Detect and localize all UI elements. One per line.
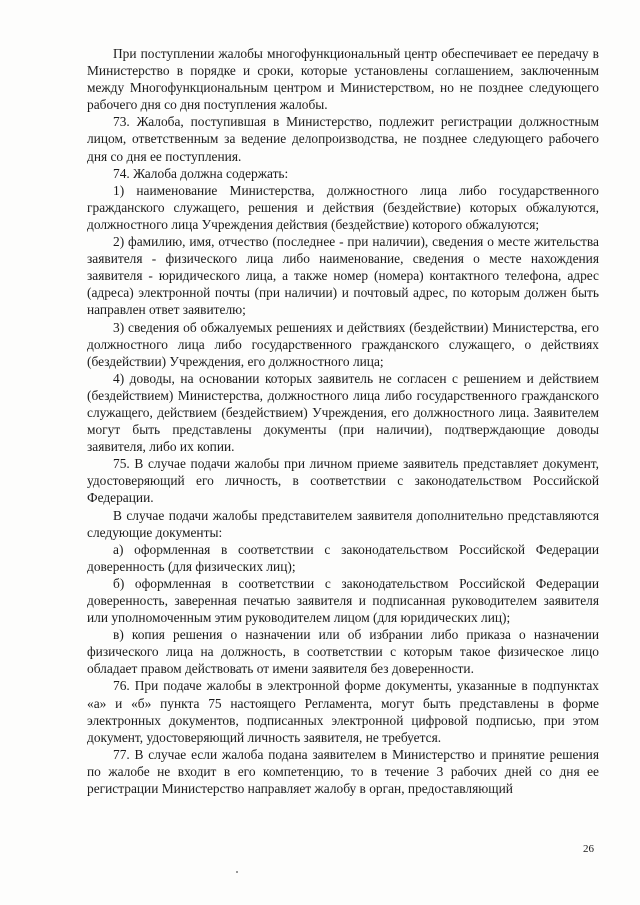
document-body (87, 45, 599, 797)
paragraph-75-item-a: а) оформленная в соответствии с законодательством Российской Федерации доверенность (для физических лиц); (87, 541, 599, 574)
paragraph-74-item-3: 3) сведения об обжалуемых решениях и действиях (бездействии) Министерства, его должностного лица либо государственного гражданского служащего, о действиях (бездействии) Учреждения, его должностного лица; (87, 319, 599, 369)
paragraph-77: 77. В случае если жалоба подана заявителем в Министерство и принятие решения по жалобе не входит в его компетенцию, то в течение 3 рабочих дней со дня ее регистрации Министерство направляет жалобу в орган, предоставляющий (87, 746, 599, 797)
page-number: 26 (583, 843, 594, 855)
paragraph-74: 74. Жалоба должна содержать: (113, 165, 289, 181)
paragraph-75: 75. В случае подачи жалобы при личном приеме заявитель представляет документ, удостоверяющий его личность, в соответствии с законодательством Российской Федерации. (87, 456, 599, 506)
paragraph-74-item-4: 4) доводы, на основании которых заявитель не согласен с решением и действием (бездействием) Министерства, должностного лица либо государственного гражданского служащего, действием (бездействием) Учреждения, его должностного лица. Заявителем могут быть представлены документы (при наличии), подтверждающие доводы заявителя, либо их копии. (87, 370, 599, 455)
scan-speck (236, 871, 238, 873)
paragraph-73: 73. Жалоба, поступившая в Министерство, подлежит регистрации должностным лицом, ответственным за ведение делопроизводства, не позднее следующего рабочего дня со дня ее поступления. (87, 114, 599, 164)
paragraph-74-item-2: 2) фамилию, имя, отчество (последнее - при наличии), сведения о месте жительства заявителя - физического лица либо наименование, сведения о месте нахождения заявителя - юридического лица, а также номер (номера) контактного телефона, адрес (адреса) электронной почты (при наличии) и почтовый адрес, по которым должен быть направлен ответ заявителю; (87, 234, 599, 318)
paragraph-75-item-b: б) оформленная в соответствии с законодательством Российской Федерации доверенность, заверенная печатью заявителя и подписанная руководителем заявителя или уполномоченным этим руководителем лицом (для юридических лиц); (87, 575, 599, 626)
paragraph-mfc-transfer: При поступлении жалобы многофункциональный центр обеспечивает ее передачу в Министерство в порядке и сроки, которые установлены соглашением, заключенным между Многофункциональным центром и Министерством, но не позднее следующего рабочего дня со дня поступления жалобы. (87, 46, 599, 113)
paragraph-74-item-1: 1) наименование Министерства, должностного лица либо государственного гражданского служащего, решения и действия (бездействие) которых обжалуются, должностного лица Учреждения действия (бездействие) которого обжалуются; (87, 182, 599, 232)
paragraph-75-representative: В случае подачи жалобы представителем заявителя дополнительно представляются следующие документы: (87, 507, 599, 540)
paragraph-75-item-v: в) копия решения о назначении или об избрании либо приказа о назначении физического лица на должность, в соответствии с которым такое физическое лицо обладает правом действовать от имени заявителя без доверенности. (87, 627, 599, 677)
paragraph-76: 76. При подаче жалобы в электронной форме документы, указанные в подпунктах «а» и «б» пункта 75 настоящего Регламента, могут быть представлены в форме электронных документов, подписанных электронной цифровой подписью, при этом документ, удостоверяющий личность заявителя, не требуется. (87, 678, 599, 745)
